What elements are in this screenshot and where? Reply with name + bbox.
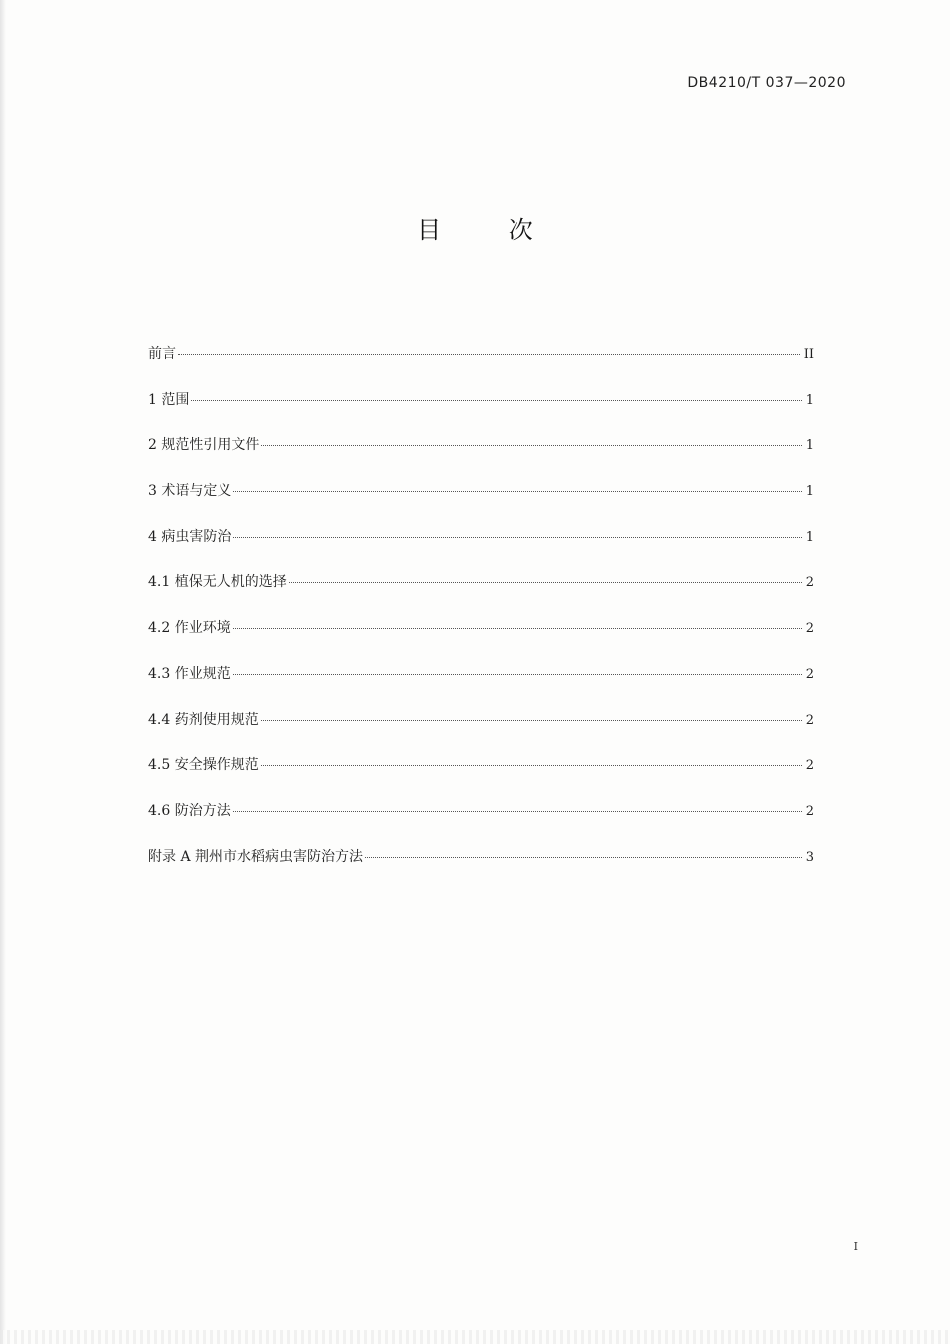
toc-entry-terms[interactable]: [148, 480, 814, 526]
scan-edge-bottom: [0, 1330, 950, 1344]
toc-entry-page: 2: [805, 712, 814, 728]
toc-entry-page: 2: [805, 758, 814, 774]
toc-entry-normative-references[interactable]: [148, 434, 814, 480]
toc-entry-page: 2: [805, 666, 814, 682]
toc-entry-page: 2: [805, 803, 814, 819]
toc-entry-control-methods[interactable]: [148, 800, 814, 846]
toc-entry-page: 1: [805, 392, 814, 408]
toc-leader-dots: [178, 354, 800, 355]
toc-entry-label: 4.5 安全操作规范: [148, 757, 259, 774]
toc-entry-scope[interactable]: [148, 389, 814, 435]
toc-title: 目 次: [417, 216, 563, 244]
toc-leader-dots: [261, 720, 802, 721]
toc-entry-page: 1: [805, 438, 814, 454]
toc-entry-label: 4.3 作业规范: [148, 665, 231, 682]
toc-entry-label: 前言: [148, 346, 176, 362]
toc-leader-dots: [289, 582, 802, 583]
toc-leader-dots: [261, 765, 802, 766]
toc-entry-safety-operation[interactable]: [148, 754, 814, 800]
toc-entry-work-environment[interactable]: [148, 617, 814, 663]
scan-edge-left: [0, 0, 6, 1344]
toc-entry-label: 4.2 作业环境: [148, 620, 231, 637]
toc-entry-page: 3: [805, 849, 814, 865]
toc-entry-drone-selection[interactable]: [148, 571, 814, 617]
document-code: DB4210/T 037—2020: [687, 75, 846, 91]
toc-entry-work-specification[interactable]: [148, 663, 814, 709]
toc-entry-page: 1: [805, 529, 814, 545]
toc-entry-page: 1: [805, 484, 814, 500]
toc-entry-label: 4.1 植保无人机的选择: [148, 574, 287, 591]
toc-entry-pest-control[interactable]: [148, 526, 814, 572]
toc-entry-preface[interactable]: [148, 343, 814, 389]
toc-entry-label: 1 范围: [148, 391, 190, 408]
toc-entry-appendix-a[interactable]: [148, 846, 814, 892]
toc-entry-page: II: [803, 347, 814, 362]
page-number: I: [853, 1240, 858, 1253]
toc-leader-dots: [365, 857, 802, 858]
toc-entry-label: 3 术语与定义: [148, 483, 232, 500]
toc-leader-dots: [233, 674, 802, 675]
toc-entry-label: 4.6 防治方法: [148, 802, 231, 819]
toc-leader-dots: [261, 445, 801, 446]
toc-leader-dots: [233, 811, 802, 812]
toc-entry-page: 2: [805, 621, 814, 637]
toc-entry-label: 2 规范性引用文件: [148, 437, 260, 454]
toc-leader-dots: [233, 491, 801, 492]
toc-entry-label: 4 病虫害防治: [148, 528, 232, 545]
toc-entry-label: 4.4 药剂使用规范: [148, 711, 259, 728]
table-of-contents: [148, 343, 814, 891]
toc-entry-label: 附录 A 荆州市水稻病虫害防治方法: [148, 848, 364, 865]
toc-entry-pesticide-usage[interactable]: [148, 709, 814, 755]
toc-entry-page: 2: [805, 575, 814, 591]
toc-leader-dots: [233, 628, 802, 629]
toc-leader-dots: [191, 400, 801, 401]
toc-leader-dots: [233, 537, 801, 538]
